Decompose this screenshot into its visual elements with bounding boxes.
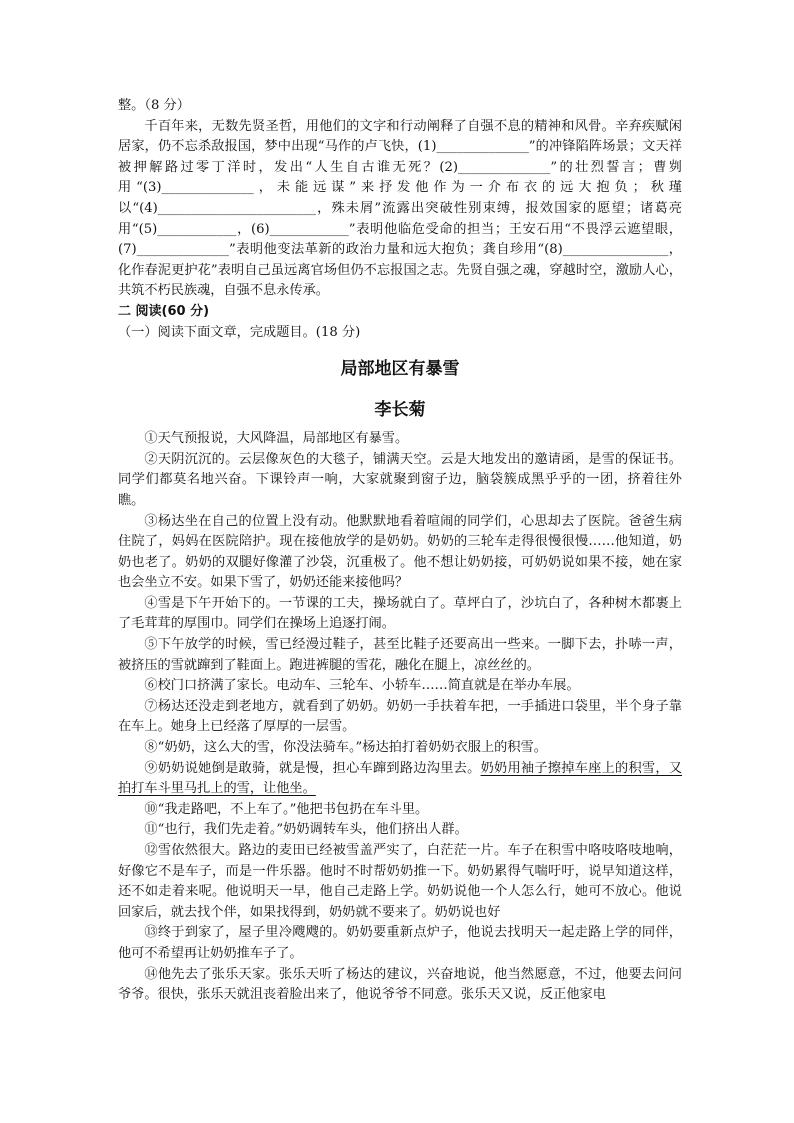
- article-paragraph-10: ⑩“我走路吧，不上车了。”他把书包扔在车斗里。: [144, 801, 429, 817]
- paragraph-9-text: ⑨奶奶说她倒是敢骑，就是慢，担心车蹿到路边沟里去。: [144, 760, 481, 776]
- article-paragraph-4: ④雪是下午开始下的。一节课的工夫，操场就白了。草坪白了，沙坑白了，各种树木都裹上了毛茸茸的厚围巾。同学们在操场上追逐打闹。: [118, 595, 682, 632]
- section-heading: 二 阅读(60 分): [118, 303, 210, 319]
- article-paragraph-7: ⑦杨达还没走到老地方，就看到了奶奶。奶奶一手扶着车把，一手插进口袋里，半个身子靠在车上。她身上已经落了厚厚的一层雪。: [118, 698, 682, 735]
- article-paragraph-12: ⑫雪依然很大。路边的麦田已经被雪盖严实了，白茫茫一片。车子在积雪中咯吱咯吱地响，好像它不是车子，而是一件乐器。他时不时帮奶奶推一下。奶奶累得气喘吁吁，说早知道这样，还不如走着来呢。他说明天一早，他自己走路上学。奶奶说他一个人怎么行，她可不放心。他说回家后，就去找个伴，如果找得到，奶奶就不要来了。奶奶说也好: [118, 843, 682, 920]
- section-subheading: （一）阅读下面文章，完成题目。(18 分): [118, 324, 361, 340]
- article-paragraph-14: ⑭他先去了张乐天家。张乐天听了杨达的建议，兴奋地说，他当然愿意，不过，他要去问问爷爷。很快，张乐天就沮丧着脸出来了，他说爷爷不同意。张乐天又说，反正他家电: [118, 966, 682, 1003]
- article-paragraph-1: ①天气预报说，大风降温，局部地区有暴雪。: [144, 431, 409, 447]
- document-content: [118, 96, 682, 1006]
- poem-fill-paragraph: 千百年来，无数先贤圣哲，用他们的文字和行动阐释了自强不息的精神和风骨。辛弃疾赋闲居家，仍不忘杀敌报国，梦中出现“马作的卢飞快，(1)______________”的冲锋陷阵场景；文天祥被押解路过零丁洋时，发出“人生自古谁无死？(2)______________”的壮烈誓言；曹刿用“(3)______________，未能远谋”来抒发他作为一介布衣的远大抱负；秋瑾以“(4)________________________，殊未屑”流露出突破性别束缚，报效国家的愿望；诸葛亮用“(5)____________，(6)____________”表明他临危受命的担当；王安石用“不畏浮云遮望眼，(7)______________”表明他变法革新的政治力量和远大抱负；龚自珍用“(8)________________，化作春泥更护花”表明自己虽远离官场但仍不忘报国之志。先贤自强之魂，穿越时空，激励人心，共筑不朽民族魂，自强不息永传承。: [118, 118, 682, 299]
- article-paragraph-3: ③杨达坐在自己的位置上没有动。他默默地看着喧闹的同学们，心思却去了医院。爸爸生病住院了，妈妈在医院陪护。现在接他放学的是奶奶。奶奶的三轮车走得很慢很慢……他知道，奶奶也老了。奶奶的双腿好像灌了沙袋，沉重极了。他不想让奶奶接，可奶奶说如果不接，她在家也会坐立不安。如果下雪了，奶奶还能来接他吗？: [118, 513, 682, 591]
- article-paragraph-6: ⑥校门口挤满了家长。电动车、三轮车、小轿车……简直就是在举办车展。: [144, 678, 580, 694]
- article-paragraph-11: ⑪“也行，我们先走着。”奶奶调转车头，他们挤出人群。: [144, 822, 468, 838]
- article-paragraph-13: ⑬终于到家了，屋子里冷飕飕的。奶奶要重新点炉子，他说去找明天一起走路上学的同伴，他可不希望再让奶奶推车子了。: [118, 925, 682, 961]
- article-paragraph-5: ⑤下午放学的时候，雪已经漫过鞋子，甚至比鞋子还要高出一些来。一脚下去，扑哧一声，被挤压的雪就蹿到了鞋面上。跑进裤腿的雪花，融化在腿上，凉丝丝的。: [118, 637, 682, 673]
- question-score-line: 整。（8 分）: [118, 98, 190, 113]
- article-title: 局部地区有暴雪: [340, 359, 460, 380]
- underlined-sentence: 奶奶用袖子擦掉车座上的积雪，又拍打车斗里马扎上的雪，让他坐。: [118, 760, 683, 797]
- article-paragraph-2: ②天阴沉沉的。云层像灰色的大毯子，铺满天空。云是大地发出的邀请函，是雪的保证书。同学们都莫名地兴奋。下课铃声一响，大家就聚到窗子边，脑袋簇成黑乎乎的一团，挤着往外瞧。: [118, 451, 682, 508]
- article-paragraph-8: ⑧“奶奶，这么大的雪，你没法骑车。”杨达拍打着奶奶衣服上的积雪。: [144, 740, 547, 756]
- article-paragraph-9: [118, 759, 682, 800]
- article-author: 李长菊: [374, 400, 426, 421]
